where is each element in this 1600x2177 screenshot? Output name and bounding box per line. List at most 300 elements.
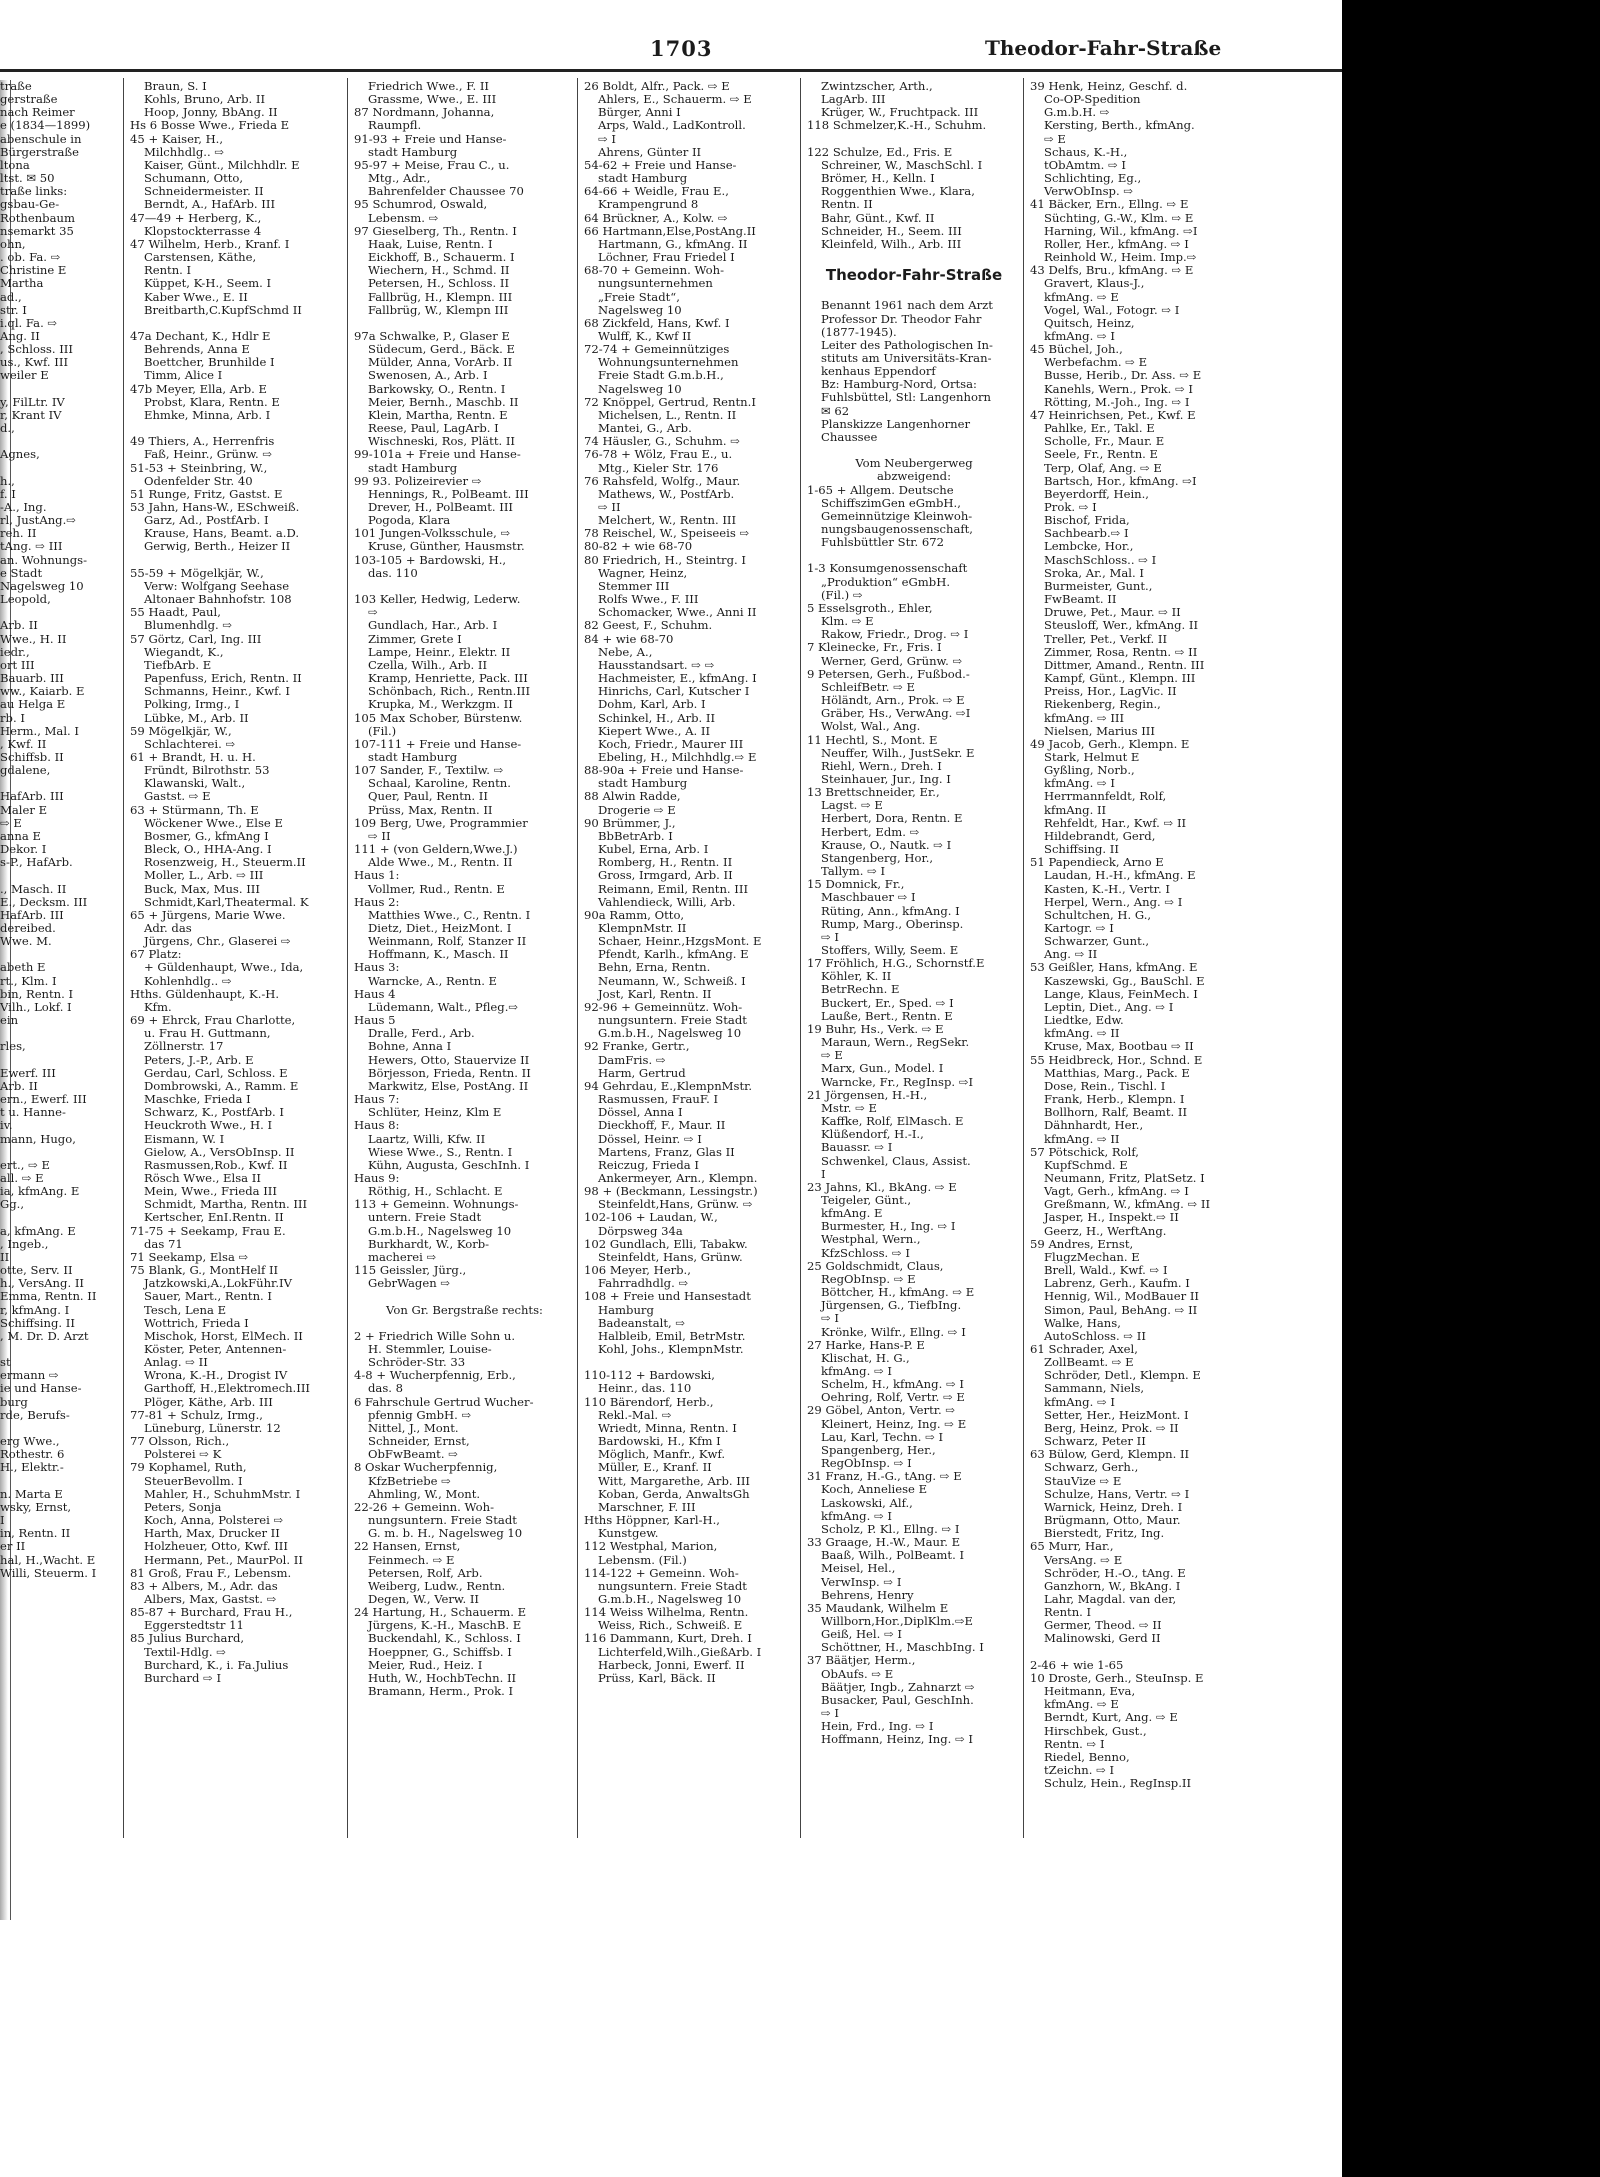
directory-line: Schwarz, K., PostfArb. I (144, 1106, 284, 1120)
directory-line: Sammann, Niels, (1044, 1382, 1145, 1396)
directory-line: 63 Bülow, Gerd, Klempn. II (1030, 1448, 1190, 1462)
directory-line: Schultchen, H. G., (1044, 908, 1152, 922)
column-divider (1023, 78, 1024, 1838)
directory-line: Dose, Rein., Tischl. I (1044, 1079, 1166, 1093)
directory-line: 61 Schrader, Axel, (1030, 1343, 1138, 1356)
directory-line: Jürgens, K.-H., MaschB. E (368, 1619, 522, 1633)
directory-line: Gravert, Klaus-J., (1044, 277, 1145, 291)
directory-line: traße links: (0, 185, 68, 199)
directory-line: pfennig GmbH. ⇨ (368, 1408, 472, 1422)
directory-line: Zöllnerstr. 17 (144, 1040, 224, 1054)
directory-line: 41 Bäcker, Ern., Ellng. ⇨ E (1030, 198, 1189, 212)
directory-line: Wiechern, H., Schmd. II (368, 264, 510, 278)
directory-line: Zwintzscher, Arth., (821, 80, 933, 93)
directory-line: in, Rentn. II (0, 1527, 71, 1541)
directory-line: Brügmann, Otto, Maur. (1044, 1514, 1181, 1528)
directory-line: Gg., (0, 1198, 25, 1212)
directory-line: Schreiner, W., MaschSchl. I (821, 158, 983, 172)
directory-line: Kruse, Max, Bootbau ⇨ II (1044, 1040, 1194, 1054)
directory-line: Krupka, M., Werkzgm. II (368, 698, 513, 712)
directory-line: gsbau-Ge- (0, 198, 60, 212)
directory-line: kfmAng. ⇨ I (821, 1509, 892, 1523)
directory-line: 118 Schmelzer,K.-H., Schuhm. (807, 119, 987, 133)
directory-line: kfmAng. ⇨ E (1044, 290, 1119, 304)
directory-line: 97 Gieselberg, Th., Rentn. I (354, 224, 517, 238)
directory-line: Behrends, Anna E (144, 343, 250, 357)
page-number: 1703 (650, 36, 713, 61)
directory-line: Haus 9: (354, 1171, 400, 1185)
directory-line: Kartogr. ⇨ I (1044, 922, 1114, 935)
directory-line: Meisel, Hel., (821, 1562, 896, 1576)
directory-line: 77 Olsson, Rich., (130, 1435, 230, 1449)
directory-line: 55 Heidbreck, Hor., Schnd. E (1030, 1053, 1203, 1067)
directory-line: Scholle, Fr., Maur. E (1044, 435, 1165, 449)
directory-line: Behn, Erna, Rentn. (598, 961, 711, 975)
directory-line: Hennig, Wil., ModBauer II (1044, 1290, 1200, 1304)
directory-line: kfmAng. ⇨ E (1044, 1698, 1119, 1712)
directory-line: Prüss, Karl, Bäck. II (598, 1671, 716, 1685)
directory-line: 1-3 Konsumgenossenschaft (807, 562, 968, 576)
directory-line: Carstensen, Käthe, (144, 251, 257, 265)
directory-line: Süchting, G.-W., Klm. ⇨ E (1044, 211, 1194, 225)
directory-line: Geerz, H., WerftAng. (1044, 1224, 1167, 1238)
directory-line: Harbeck, Jonni, Ewerf. II (598, 1658, 745, 1672)
directory-line: Schwarz, Peter II (1044, 1435, 1146, 1449)
directory-line: ⇨ I (821, 1707, 839, 1721)
directory-line: Schneider, Ernst, (368, 1435, 470, 1449)
directory-line: 107 Sander, F., Textilw. ⇨ (354, 764, 504, 778)
directory-line: 54-62 + Freie und Hanse- (584, 158, 737, 172)
directory-line: 57 Pötschick, Rolf, (1030, 1145, 1139, 1159)
header-rule (0, 69, 1342, 72)
directory-line: das. 8 (368, 1382, 404, 1396)
directory-line: 31 Franz, H.-G., tAng. ⇨ E (807, 1470, 962, 1484)
directory-line (0, 1211, 120, 1224)
directory-line: 51 Runge, Fritz, Gastst. E (130, 487, 283, 501)
directory-line: 107-111 + Freie und Hanse- (354, 737, 522, 751)
directory-line: Ebeling, H., Milchhdlg.⇨ E (598, 750, 757, 764)
directory-line: Ang. II (0, 329, 40, 343)
directory-line: E., Decksm. III (0, 895, 88, 909)
directory-line: Mülder, Anna, VorArb. II (368, 356, 513, 370)
directory-line: Koch, Anneliese E (821, 1483, 928, 1497)
directory-line: 53 Geißler, Hans, kfmAng. E (1030, 961, 1198, 975)
directory-line: Seele, Fr., Rentn. E (1044, 448, 1158, 462)
directory-line: Friedrich Wwe., F. II (368, 80, 489, 93)
directory-line: tAng. ⇨ III (0, 540, 63, 554)
directory-line: Petersen, Rolf, Arb. (368, 1566, 483, 1580)
directory-line: Sroka, Ar., Mal. I (1044, 566, 1144, 580)
directory-line: Müller, E., Kranf. II (598, 1461, 712, 1475)
directory-line: KlempnMstr. II (598, 922, 687, 935)
directory-line: Benannt 1961 nach dem Arzt (821, 299, 993, 313)
directory-line: AutoSchloss. ⇨ II (1044, 1329, 1146, 1343)
directory-line: Kohl, Johs., KlempnMstr. (598, 1343, 744, 1356)
directory-line: 22 Hansen, Ernst, (354, 1540, 461, 1554)
directory-line: Hausstandsart. ⇨ ⇨ (598, 658, 715, 672)
directory-line: Swenosen, A., Arb. I (368, 369, 488, 383)
directory-line: Ewerf. III (0, 1066, 56, 1080)
directory-line: 17 Fröhlich, H.G., Schornstf.E (807, 957, 985, 971)
directory-line: 114 Weiss Wilhelma, Rentn. (584, 1606, 749, 1620)
directory-line: Riekenberg, Regin., (1044, 698, 1161, 712)
directory-line: 80 Friedrich, H., Steintrg. I (584, 553, 746, 567)
directory-line: Gerwig, Berth., Heizer II (144, 540, 291, 554)
directory-line: rl, JustAng.⇨ (0, 514, 77, 528)
directory-line: Hartmann, G., kfmAng. II (598, 237, 748, 251)
directory-line: Lübke, M., Arb. II (144, 711, 249, 725)
directory-line: nungsunternehmen (598, 277, 713, 291)
directory-line: Vollmer, Rud., Rentn. E (368, 882, 505, 896)
directory-line: Jost, Karl, Rentn. II (598, 987, 712, 1001)
directory-line (130, 422, 345, 435)
directory-line: G. m. b. H., Nagelsweg 10 (368, 1527, 523, 1541)
directory-line: 110 Bärendorf, Herb., (584, 1395, 714, 1409)
directory-line: Tallym. ⇨ I (821, 865, 886, 879)
directory-line: s-P., HafArb. (0, 856, 73, 870)
directory-line: Prok. ⇨ I (1044, 501, 1097, 514)
directory-line: Steinfeldt,Hans, Grünw. ⇨ (598, 1198, 753, 1212)
directory-line: us., Kwf. III (0, 356, 69, 370)
directory-line (0, 383, 120, 396)
directory-line (0, 435, 120, 448)
directory-line: Eggerstedtstr 11 (144, 1619, 244, 1633)
directory-line: 84 + wie 68-70 (584, 632, 674, 646)
directory-line: Schönbach, Rich., Rentn.III (368, 685, 531, 699)
directory-line: Hachmeister, E., kfmAng. I (598, 672, 757, 686)
directory-line: Werbefachm. ⇨ E (1044, 356, 1148, 370)
directory-line: Steinfeldt, Hans, Grünw. (598, 1250, 743, 1264)
directory-line: nungsuntern. Freie Stadt (598, 1579, 747, 1593)
directory-line: Ahlers, E., Schauerm. ⇨ E (598, 93, 752, 107)
directory-line: Klischat, H. G., (821, 1351, 910, 1365)
directory-line: Röthig, H., Schlacht. E (368, 1185, 503, 1199)
directory-line: all. ⇨ E (0, 1171, 44, 1185)
directory-line: Peters, J.-P., Arb. E (144, 1053, 254, 1067)
directory-line: BetrRechn. E (821, 983, 900, 997)
directory-line: 106 Meyer, Herb., (584, 1264, 691, 1278)
directory-line: 85 Julius Burchard, (130, 1632, 245, 1646)
directory-line: 47b Meyer, Ella, Arb. E (130, 382, 267, 396)
directory-line: 88-90a + Freie und Hanse- (584, 764, 744, 778)
directory-line: Quer, Paul, Rentn. II (368, 790, 488, 804)
directory-line: Riehl, Wern., Dreh. I (821, 759, 942, 773)
directory-line: 116 Dammann, Kurt, Dreh. I (584, 1632, 752, 1646)
directory-line: Hinrichs, Carl, Kutscher I (598, 685, 750, 699)
directory-line: Dombrowski, A., Ramm. E (144, 1079, 299, 1093)
directory-line: Haus 2: (354, 895, 400, 909)
directory-line: Haus 5 (354, 1014, 396, 1028)
directory-line: VerwInsp. ⇨ I (821, 1575, 902, 1589)
directory-line: FlugzMechan. E (1044, 1250, 1140, 1264)
directory-line: 6 Fahrschule Gertrud Wucher- (354, 1395, 534, 1409)
directory-line: r, Krant IV (0, 408, 62, 422)
directory-line: Bahrenfelder Chaussee 70 (368, 185, 524, 199)
directory-line: Warncke, Fr., RegInsp. ⇨I (821, 1075, 974, 1089)
directory-line: DamFris. ⇨ (598, 1053, 666, 1067)
directory-line: Schwarz, Gerh., (1044, 1461, 1139, 1475)
directory-line: GebrWagen ⇨ (368, 1277, 451, 1291)
directory-line: 95-97 + Meise, Frau C., u. (354, 158, 510, 172)
directory-line: Arps, Wald., LadKontroll. (598, 119, 746, 133)
directory-line: 109 Berg, Uwe, Programmier (354, 816, 528, 830)
directory-line: ⇨ E (821, 1049, 843, 1063)
directory-line: Lange, Klaus, FeinMech. I (1044, 987, 1198, 1001)
directory-line: G.m.b.H. ⇨ (1044, 106, 1110, 120)
directory-line: u. Frau H. Guttmann, (144, 1027, 271, 1041)
directory-line: Rothenbaum (0, 211, 75, 225)
directory-line: 101 Jungen-Volksschule, ⇨ (354, 527, 511, 541)
directory-line: Fründt, Bilrothstr. 53 (144, 764, 270, 778)
directory-line: Vahlendieck, Willi, Arb. (598, 895, 736, 909)
directory-line: Rasmussen,Rob., Kwf. II (144, 1158, 288, 1172)
directory-line: Leptin, Diet., Ang. ⇨ I (1044, 1000, 1174, 1014)
directory-line: Hs 6 Bosse Wwe., Frieda E (130, 119, 290, 133)
directory-line: Kanehls, Wern., Prok. ⇨ I (1044, 382, 1193, 396)
directory-line: Koch, Anna, Polsterei ⇨ (144, 1514, 284, 1528)
directory-line: Jatzkowski,A.,LokFühr.IV (144, 1277, 292, 1291)
directory-line: Dietz, Diet., HeizMont. I (368, 922, 512, 935)
directory-line: Schomacker, Wwe., Anni II (598, 606, 757, 620)
directory-line (0, 1054, 120, 1067)
directory-line: 94 Gehrdau, E.,KlempnMstr. (584, 1079, 753, 1093)
directory-line: Fallbrüg, H., Klempn. III (368, 290, 513, 304)
directory-line: Hermann, Pet., MaurPol. II (144, 1553, 303, 1567)
directory-line: Steinhauer, Jur., Ing. I (821, 772, 951, 786)
directory-line: Wriedt, Minna, Rentn. I (598, 1421, 737, 1435)
directory-line: Schöttner, H., MaschbIng. I (821, 1641, 984, 1655)
directory-line: Vagt, Gerh., kfmAng. ⇨ I (1044, 1185, 1189, 1199)
directory-line: Rentn. I (1044, 1606, 1092, 1620)
directory-line (354, 1290, 575, 1303)
directory-line: reh. II (0, 527, 37, 541)
directory-line: 79 Kophamel, Ruth, (130, 1461, 247, 1475)
column-odd-numbers (1030, 80, 1240, 1850)
directory-line: Rentn. I (144, 264, 192, 278)
directory-line: Klüßendorf, H.-I., (821, 1128, 924, 1142)
directory-line: abeth E (0, 961, 46, 975)
directory-line: 81 Groß, Frau F., Lebensm. (130, 1566, 292, 1580)
directory-line: Warnick, Heinz, Dreh. I (1044, 1500, 1183, 1514)
directory-line: Weiberg, Ludw., Rentn. (368, 1579, 506, 1593)
directory-line: otte, Serv. II (0, 1264, 73, 1278)
directory-line: Dittmer, Amand., Rentn. III (1044, 658, 1205, 672)
directory-line: Koban, Gerda, AnwaltsGh (598, 1487, 750, 1501)
directory-line: 35 Maudank, Wilhelm E (807, 1601, 949, 1615)
directory-line: erg Wwe., (0, 1435, 60, 1449)
directory-line: abzweigend: (876, 470, 951, 484)
directory-line: Buckert, Er., Sped. ⇨ I (821, 996, 954, 1010)
directory-line: 88 Alwin Radde, (584, 790, 681, 804)
directory-line: Roller, Her., kfmAng. ⇨ I (1044, 237, 1189, 251)
directory-line: Gerdau, Carl, Schloss. E (144, 1066, 288, 1080)
directory-line: Sauer, Mart., Rentn. I (144, 1290, 272, 1304)
directory-line: rde, Berufs- (0, 1408, 70, 1422)
directory-line: Burchard ⇨ I (144, 1671, 222, 1685)
directory-line: Rump, Marg., Oberinsp. (821, 917, 964, 931)
directory-line: a, kfmAng. E (0, 1224, 76, 1238)
directory-line: , Ingeb., (0, 1237, 49, 1251)
directory-line: 21 Jörgensen, H.-H., (807, 1088, 928, 1102)
directory-line: Maler E (0, 803, 48, 817)
directory-line: Hewers, Otto, Stauervize II (368, 1053, 530, 1067)
directory-line: Bürgerstraße (0, 145, 80, 159)
directory-line: Drever, H., PolBeamt. III (368, 501, 513, 514)
directory-line: stituts am Universitäts-Kran- (821, 351, 992, 365)
directory-line: Reinhold W., Heim. Imp.⇨ (1044, 251, 1197, 265)
directory-line: Jasper, H., Inspekt.⇨ II (1044, 1211, 1179, 1225)
directory-line: Laudan, H.-H., kfmAng. E (1044, 869, 1196, 883)
directory-line: st (0, 1356, 11, 1370)
directory-line: das 71 (144, 1237, 183, 1251)
directory-line: , Kwf. II (0, 737, 47, 751)
directory-line: Badeanstalt, ⇨ (598, 1316, 686, 1330)
directory-line: 90 Brümmer, J., (584, 816, 676, 830)
directory-line: Kasten, K.-H., Vertr. I (1044, 882, 1170, 896)
directory-line: Pfendt, Karlh., kfmAng. E (598, 948, 749, 962)
directory-line: Westphal, Wern., (821, 1233, 921, 1247)
directory-line: Petersen, H., Schloss. II (368, 277, 510, 291)
directory-line: Kleinert, Heinz, Ing. ⇨ E (821, 1417, 967, 1431)
directory-line: Heitmann, Eva, (1044, 1685, 1136, 1699)
directory-line: Ganzhorn, W., BkAng. I (1044, 1579, 1181, 1593)
directory-line: Peters, Sonja (144, 1500, 222, 1514)
directory-line: Stangenberg, Hor., (821, 851, 934, 865)
directory-line: Milchhdlg.. ⇨ (144, 145, 225, 159)
directory-line: Brell, Wald., Kwf. ⇨ I (1044, 1264, 1168, 1278)
directory-line: BbBetrArb. I (598, 829, 673, 843)
directory-line: nungsbaugenossenschaft, (821, 523, 973, 536)
directory-line: nungsuntern. Freie Stadt (368, 1514, 517, 1528)
directory-line: Rosenzweig, H., Steuerm.II (144, 856, 306, 870)
directory-line: Adr. das (144, 922, 192, 935)
directory-line: 65 Murr, Har., (1030, 1540, 1114, 1554)
directory-line: Breitbarth,C.KupfSchmd II (144, 303, 302, 317)
directory-line: Schelm, H., kfmAng. ⇨ I (821, 1378, 964, 1392)
directory-line: 45 Büchel, Joh., (1030, 343, 1123, 357)
directory-line: FwBeamt. II (1044, 593, 1117, 607)
directory-line: 95 Schumrod, Oswald, (354, 198, 488, 212)
directory-line: Leopold, (0, 593, 51, 607)
directory-line: Marschner, F. III (598, 1500, 696, 1514)
directory-line: Schiffsb. II (0, 750, 64, 764)
directory-line: Burmeister, Gunt., (1044, 579, 1153, 593)
directory-line: t u. Hanne- (0, 1106, 66, 1120)
directory-line: Dössel, Heinr. ⇨ I (598, 1132, 702, 1146)
directory-line: Rehfeldt, Har., Kwf. ⇨ II (1044, 816, 1187, 830)
directory-line: Bollhorn, Ralf, Beamt. II (1044, 1106, 1188, 1120)
directory-line: Braun, S. I (144, 80, 207, 93)
directory-line: Haus 3: (354, 961, 400, 975)
directory-line: Nagelsweg 10 (598, 303, 682, 317)
directory-line: Melchert, W., Rentn. III (598, 514, 737, 528)
directory-line: Rüting, Ann., kfmAng. I (821, 904, 960, 918)
directory-line: Kertscher, EnI.Rentn. II (144, 1211, 284, 1225)
directory-line: Beyerdorff, Hein., (1044, 487, 1149, 501)
directory-line: ⇨ II (598, 501, 621, 514)
directory-line: Kleinfeld, Wilh., Arb. III (821, 237, 962, 251)
directory-line: Papenfuss, Erich, Rentn. II (144, 672, 302, 686)
directory-line: Haak, Luise, Rentn. I (368, 237, 493, 251)
directory-line: Haus 1: (354, 869, 400, 883)
directory-line: Martha (0, 277, 44, 291)
directory-line: 72-74 + Gemeinnütziges (584, 343, 730, 357)
directory-line: Mstr. ⇨ E (821, 1101, 877, 1115)
directory-line: Roggenthien Wwe., Klara, (821, 185, 975, 199)
directory-line: Schaus, K.-H., (1044, 145, 1128, 159)
directory-line: 76-78 + Wölz, Frau E., u. (584, 448, 733, 462)
directory-line: Wwe., H. II (0, 632, 67, 646)
directory-line: 67 Platz: (130, 948, 182, 962)
directory-line: Kaffke, Rolf, ElMasch. E (821, 1115, 964, 1129)
directory-line: 99 93. Polizeirevier ⇨ (354, 474, 482, 488)
directory-line: Rekl.-Mal. ⇨ (598, 1408, 672, 1422)
directory-line: nungsuntern. Freie Stadt (598, 1014, 747, 1028)
directory-line (0, 1422, 120, 1435)
directory-line: Busacker, Paul, GeschInh. (821, 1693, 974, 1707)
directory-line: 47a Dechant, K., Hdlr E (130, 329, 271, 343)
directory-line: Lichterfeld,Wilh.,GießArb. I (598, 1645, 762, 1659)
directory-line: 49 Jacob, Gerh., Klempn. E (1030, 737, 1190, 751)
directory-line: G.m.b.H., Nagelsweg 10 (598, 1027, 742, 1041)
directory-line: Schlichting, Eg., (1044, 172, 1142, 186)
directory-line: hal, H.,Wacht. E (0, 1553, 96, 1567)
directory-line: Garz, Ad., PostfArb. I (144, 514, 269, 528)
directory-line: Schumann, Otto, (144, 172, 244, 186)
directory-line: Quitsch, Heinz, (1044, 316, 1135, 330)
directory-line: Christine E (0, 264, 67, 278)
directory-line: Bleck, O., HHA-Ang. I (144, 843, 272, 857)
directory-line: Planskizze Langenhorner (821, 417, 971, 431)
directory-line: Dörpsweg 34a (598, 1224, 683, 1238)
directory-line: Heinr., das. 110 (598, 1382, 692, 1396)
directory-line: 112 Westphal, Marion, (584, 1540, 718, 1554)
directory-line: 61 + Brandt, H. u. H. (130, 750, 256, 764)
directory-line: 76 Rahsfeld, Wolfg., Maur. (584, 474, 741, 488)
directory-line: 83 + Albers, M., Adr. das (130, 1579, 278, 1593)
directory-line: Liedtke, Edw. (1044, 1014, 1124, 1028)
directory-line: 22-26 + Gemeinn. Woh- (354, 1500, 494, 1514)
directory-line: y, FilLtr. IV (0, 395, 65, 409)
directory-line: Preiss, Hor., LagVic. II (1044, 685, 1177, 699)
directory-line: Riedel, Benno, (1044, 1750, 1130, 1764)
directory-line: Dohm, Karl, Arb. I (598, 698, 706, 712)
directory-line: Kühn, Augusta, GeschInh. I (368, 1158, 530, 1172)
directory-line (0, 606, 120, 619)
directory-line: Rolfs Wwe., F. III (598, 593, 699, 607)
directory-line: Schmidt,Karl,Theatermal. K (144, 895, 309, 909)
directory-line: ZollBeamt. ⇨ E (1044, 1356, 1134, 1370)
directory-line: Germer, Theod. ⇨ II (1044, 1619, 1162, 1633)
directory-line: 99-101a + Freie und Hanse- (354, 448, 521, 462)
directory-line: 75 Blank, G., MontHelf II (130, 1264, 279, 1278)
directory-line: anna E (0, 829, 41, 843)
directory-line: 9 Petersen, Gerh., Fußbod.- (807, 667, 970, 681)
directory-line: stadt Hamburg (368, 145, 458, 159)
directory-line: Kaber Wwe., E. II (144, 290, 248, 304)
directory-line (0, 1027, 120, 1040)
directory-line: Bischof, Frida, (1044, 514, 1130, 528)
directory-line: 5 Esselsgroth., Ehler, (807, 601, 933, 615)
directory-line: kfmAng. ⇨ I (1044, 1395, 1115, 1409)
directory-line: Bartsch, Hor., kfmAng. ⇨I (1044, 474, 1197, 488)
directory-line: Schröder, Detl., Klempn. E (1044, 1369, 1201, 1383)
directory-line: burg (0, 1395, 28, 1409)
directory-line: Polking, Irmg., I (144, 698, 240, 712)
directory-line: Gyßling, Norb., (1044, 764, 1135, 778)
directory-line: (Fil.) (368, 724, 397, 738)
directory-line: + Güldenhaupt, Wwe., Ida, (144, 961, 304, 975)
